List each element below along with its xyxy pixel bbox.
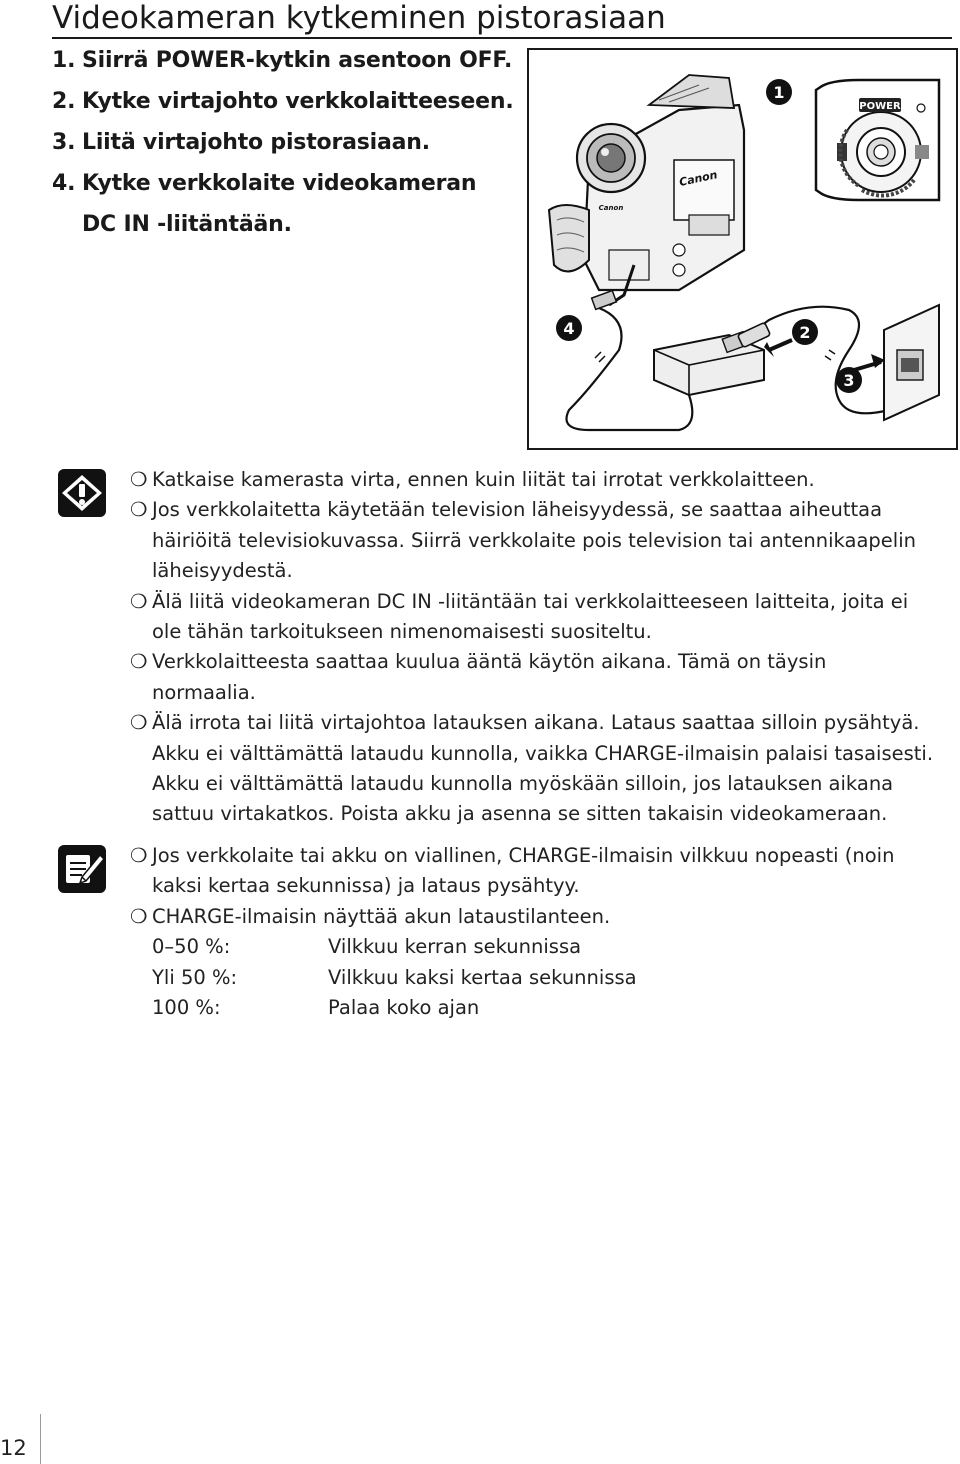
caution-text-line: läheisyydestä.: [152, 559, 293, 583]
step-number: 3.: [52, 130, 76, 155]
caution-text-line: sattuu virtakatkos. Poista akku ja asenna se sitten takaisin videokameraan.: [152, 802, 888, 826]
step-text: Liitä virtajohto pistorasiaan.: [82, 130, 430, 155]
step-item: [52, 40, 513, 81]
charge-indicator-status: Palaa koko ajan: [328, 996, 480, 1020]
camcorder-connection-drawing: [529, 50, 956, 448]
charge-indicator-status: Vilkkuu kaksi kertaa sekunnissa: [328, 965, 637, 989]
callout-4: 4: [563, 319, 575, 338]
step-text: Siirrä POWER-kytkin asentoon OFF.: [82, 48, 513, 73]
callout-1: 1: [773, 83, 785, 102]
step-item: [52, 163, 513, 245]
note-text-line: Jos verkkolaite tai akku on viallinen, CHARGE-ilmaisin vilkkuu nopeasti (noin: [152, 844, 895, 867]
caution-item: [130, 465, 933, 495]
caution-text-line: Jos verkkolaitetta käytetään television läheisyydessä, se saattaa aiheuttaa: [152, 498, 883, 522]
note-text-line: CHARGE-ilmaisin näyttää akun lataustilanteen.: [152, 904, 611, 928]
caution-item: [130, 587, 933, 648]
camcorder-illustration: [549, 75, 744, 309]
charge-level: 0–50 %:: [152, 935, 231, 959]
caution-text-line: häiriöitä televisiokuvassa. Siirrä verkkolaite pois television tai antennikaapelin: [152, 528, 916, 552]
camera-brand-logo-small: Canon: [598, 204, 624, 212]
bullet-icon: ❍: [130, 498, 148, 522]
caution-text-line: normaalia.: [152, 680, 256, 704]
note-text-line: kaksi kertaa sekunnissa) ja lataus pysähtyy.: [152, 874, 580, 898]
charge-level: 100 %:: [152, 996, 221, 1020]
step-text: Kytke virtajohto verkkolaitteeseen.: [82, 89, 514, 114]
callout-3: 3: [843, 371, 855, 390]
charge-indicator-status: Vilkkuu kerran sekunnissa: [328, 935, 582, 959]
note-section: [130, 841, 894, 1023]
caution-section: [130, 465, 933, 830]
step-list: [52, 40, 513, 245]
page-number: 12: [0, 1436, 27, 1460]
bullet-icon: ❍: [130, 904, 148, 928]
step-item: [52, 122, 513, 163]
wall-outlet: [854, 305, 939, 420]
charge-level: Yli 50 %:: [152, 965, 238, 989]
charge-status-row: [152, 932, 894, 962]
caution-text-line: Katkaise kamerasta virta, ennen kuin liität tai irrotat verkkolaitteen.: [152, 468, 815, 491]
page-title: Videokameran kytkeminen pistorasiaan: [52, 0, 952, 39]
step-number: 1.: [52, 48, 76, 73]
caution-text-line: ole tähän tarkoitukseen nimenomaisesti suositeltu.: [152, 620, 652, 644]
caution-text-line: Verkkolaitteesta saattaa kuulua ääntä käytön aikana. Tämä on täysin: [152, 650, 827, 674]
caution-text-line: Älä liitä videokameran DC IN -liitäntään tai verkkolaitteeseen laitteita, joita ei: [152, 589, 909, 613]
caution-exclamation-icon: [56, 467, 108, 523]
caution-text-line: Älä irrota tai liitä virtajohtoa latauksen aikana. Lataus saattaa silloin pysähtyä.: [152, 711, 920, 735]
caution-item: [130, 708, 933, 830]
charge-status-row: [152, 963, 894, 993]
caution-text-line: Akku ei välttämättä lataudu kunnolla myöskään silloin, jos latauksen aikana: [152, 772, 894, 796]
note-pencil-icon: [56, 843, 108, 899]
step-text-continued: DC IN -liitäntään.: [82, 212, 292, 237]
step-number: 2.: [52, 89, 76, 114]
bullet-icon: ❍: [130, 468, 148, 491]
bullet-icon: ❍: [130, 650, 148, 674]
step-number: 4.: [52, 171, 76, 196]
charge-status-row: [152, 993, 894, 1023]
caution-text-line: Akku ei välttämättä lataudu kunnolla, vaikka CHARGE-ilmaisin palaisi tasaisesti.: [152, 741, 934, 765]
power-dial-inset: [816, 80, 939, 200]
step-text: Kytke verkkolaite videokameran: [82, 171, 477, 196]
note-item: [130, 902, 894, 932]
margin-rule: [40, 1414, 41, 1464]
connection-illustration: [527, 48, 958, 450]
step-item: [52, 81, 513, 122]
note-item: [130, 841, 894, 902]
bullet-icon: ❍: [130, 711, 148, 735]
charge-status-table: [130, 932, 894, 1023]
caution-item: [130, 647, 933, 708]
callout-2: 2: [799, 323, 811, 342]
dial-power-label: POWER: [859, 101, 901, 112]
camera-brand-logo: Canon: [677, 168, 719, 189]
caution-item: [130, 495, 933, 586]
bullet-icon: ❍: [130, 589, 148, 613]
bullet-icon: ❍: [130, 844, 148, 867]
